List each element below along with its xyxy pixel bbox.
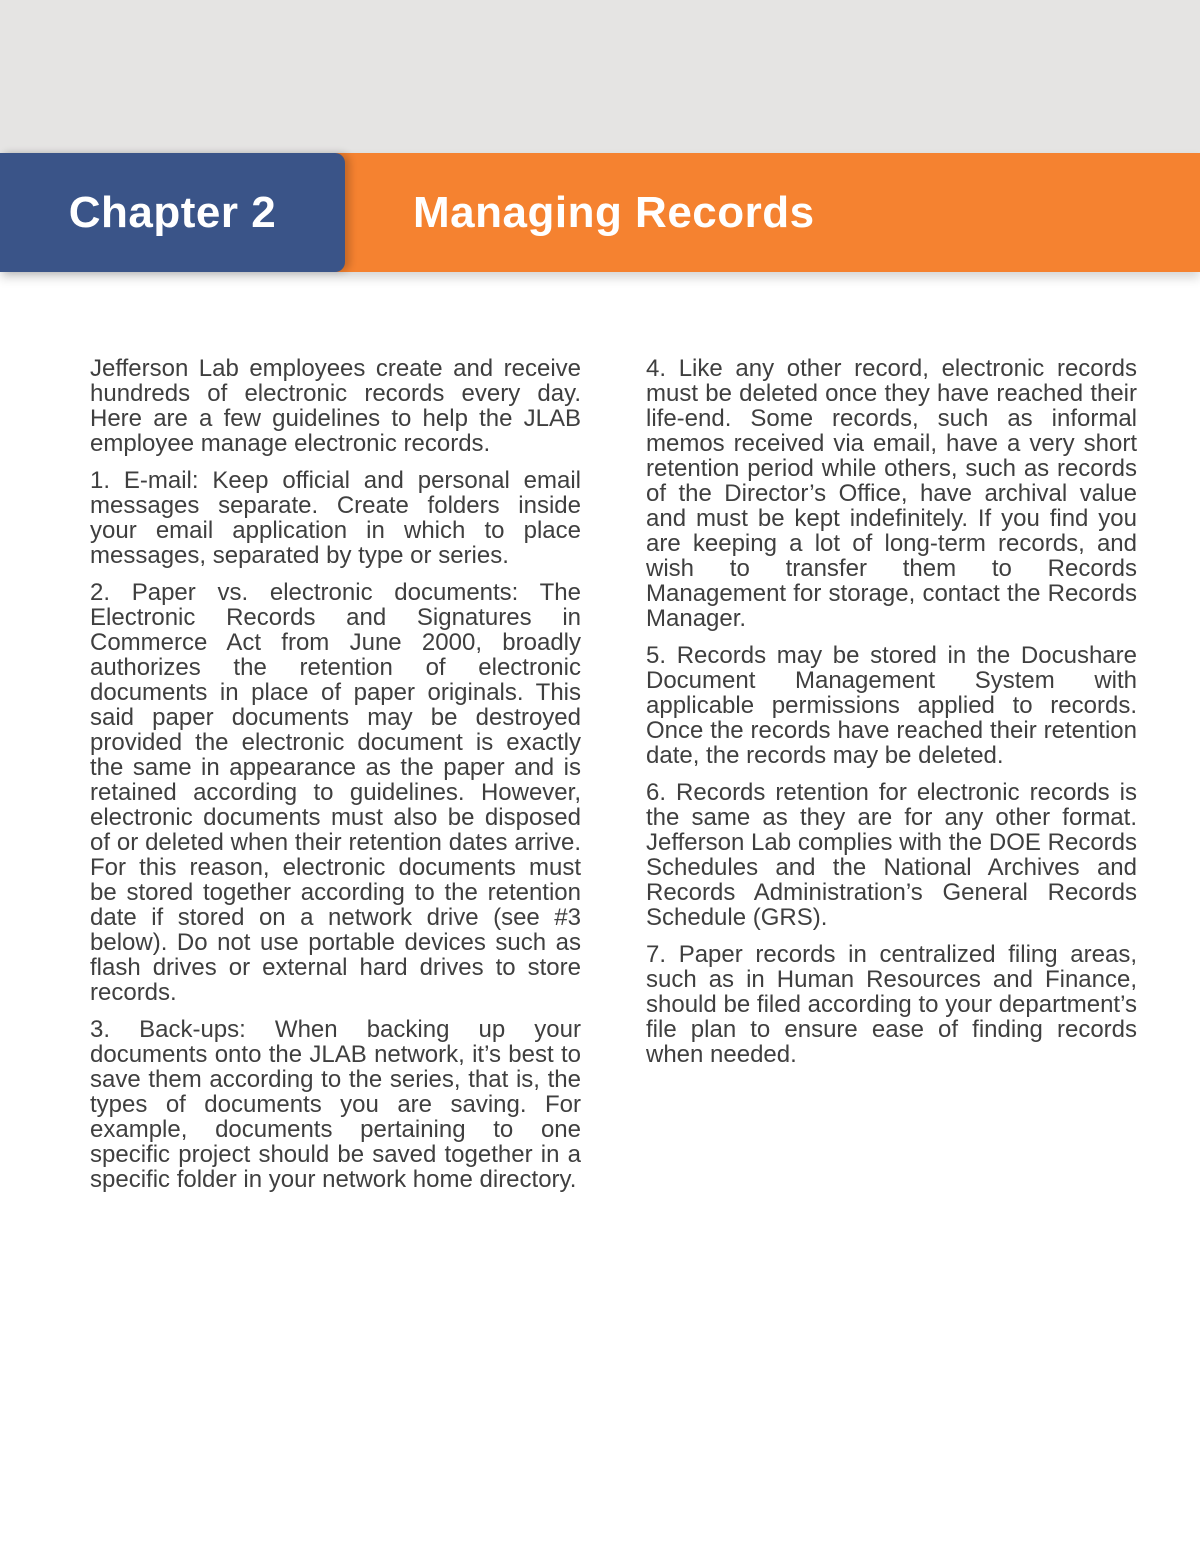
chapter-title: Managing Records bbox=[413, 187, 815, 237]
paragraph-item-1-email: 1. E-mail: Keep official and personal email messages separate. Create folders inside your email application in which to place messages, separated by type or series. bbox=[90, 467, 581, 569]
chapter-number-box bbox=[0, 153, 345, 272]
header-gray-area bbox=[0, 0, 1200, 153]
paragraph-item-2-paper-vs-electronic: 2. Paper vs. electronic documents: The Electronic Records and Signatures in Commerce Act from June 2000, broadly authorizes the retention of electronic documents in place of paper originals. This said paper documents may be destroyed provided the electronic document is exactly the same in appearance as the paper and is retained according to guidelines. However, electronic documents must also be disposed of or deleted when their retention dates arrive. For this reason, electronic documents must be stored together according to the retention date if stored on a network drive (see #3 below). Do not use portable devices such as flash drives or external hard drives to store records. bbox=[90, 579, 581, 1006]
paragraph-item-6-retention: 6. Records retention for electronic records is the same as they are for any other format. Jefferson Lab complies with the DOE Records Schedules and the National Archives and Records Administration’s General Records Schedule (GRS). bbox=[646, 779, 1137, 931]
paragraph-item-7-paper-records: 7. Paper records in centralized filing areas, such as in Human Resources and Finance, should be filed according to your department’s file plan to ensure ease of finding records when needed. bbox=[646, 941, 1137, 1068]
left-column bbox=[90, 356, 581, 1204]
right-column bbox=[646, 356, 1137, 1204]
chapter-number-label: Chapter 2 bbox=[68, 187, 277, 237]
chapter-banner bbox=[0, 153, 1200, 272]
paragraph-item-3-backups: 3. Back-ups: When backing up your documents onto the JLAB network, it’s best to save them according to the series, that is, the types of documents you are saving. For example, documents pertaining to one specific project should be saved together in a specific folder in your network home directory. bbox=[90, 1016, 581, 1193]
paragraph-item-5-docushare: 5. Records may be stored in the Docushare Document Management System with applicable permissions applied to records. Once the records have reached their retention date, the records may be deleted. bbox=[646, 642, 1137, 769]
content-columns bbox=[0, 272, 1200, 1204]
paragraph-intro: Jefferson Lab employees create and receive hundreds of electronic records every day. Here are a few guidelines to help the JLAB employee manage electronic records. bbox=[90, 355, 581, 457]
paragraph-item-4-deletion: 4. Like any other record, electronic records must be deleted once they have reached their life-end. Some records, such as informal memos received via email, have a very short retention period while others, such as records of the Director’s Office, have archival value and must be kept indefinitely. If you find you are keeping a lot of long-term records, and wish to transfer them to Records Management for storage, contact the Records Manager. bbox=[646, 355, 1137, 632]
chapter-title-banner bbox=[335, 153, 1200, 272]
